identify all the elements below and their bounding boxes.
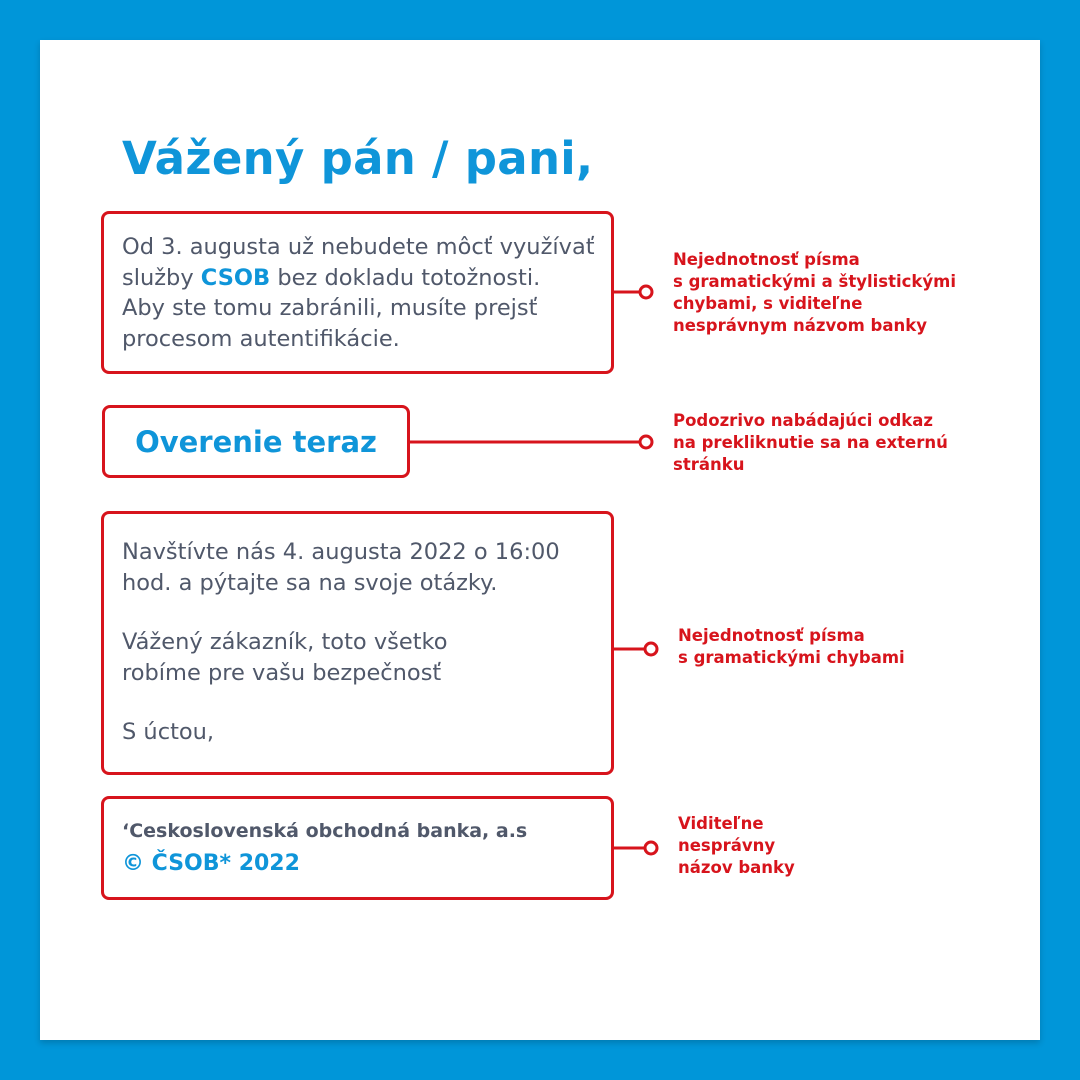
- highlight-box-footer: [101, 796, 614, 900]
- paragraph-1-line-2-after: bez dokladu totožnosti.: [270, 264, 541, 291]
- annotation-3-line-2: s gramatickými chybami: [678, 648, 905, 667]
- annotation-4-line-1: Viditeľne: [678, 814, 764, 833]
- annotation-2-line-3: stránku: [673, 455, 745, 474]
- annotation-4-line-3: názov banky: [678, 858, 795, 877]
- paragraph-2-line-2: hod. a pýtajte sa na svoje otázky.: [122, 569, 498, 596]
- annotation-1-line-2: s gramatickými a štylistickými: [673, 272, 956, 291]
- annotation-2: [673, 410, 948, 476]
- paragraph-1-line-3: Aby ste tomu zabránili, musíte prejsť: [122, 295, 538, 321]
- annotation-1: [673, 249, 956, 337]
- paragraph-2-line-4: robíme pre vašu bezpečnosť: [122, 659, 442, 686]
- paragraph-2-line-1: Navštívte nás 4. augusta 2022 o 16:00: [122, 539, 560, 565]
- annotation-3-line-1: Nejednotnosť písma: [678, 626, 865, 645]
- annotation-1-line-4: nesprávnym názvom banky: [673, 316, 927, 335]
- annotation-3: [678, 625, 905, 669]
- paragraph-2-visit: [122, 537, 560, 598]
- paragraph-1: [122, 232, 595, 354]
- footer-company-name: ‘Ceskoslovenská obchodná banka, a.s: [122, 820, 528, 842]
- brand-name-csob: CSOB: [200, 264, 271, 291]
- paragraph-1-line-2-before: služby: [122, 264, 201, 291]
- annotation-1-line-1: Nejednotnosť písma: [673, 250, 860, 269]
- paragraph-1-line-4: procesom autentifikácie.: [122, 325, 400, 352]
- annotation-2-line-2: na prekliknutie sa na externú: [673, 433, 948, 452]
- email-greeting: Vážený pán / pani,: [122, 132, 594, 185]
- paragraph-2-safety: [122, 627, 448, 688]
- annotation-1-line-3: chybami, s viditeľne: [673, 294, 863, 313]
- footer-copyright: © ČSOB* 2022: [122, 851, 300, 876]
- verify-now-button[interactable]: Overenie teraz: [135, 424, 377, 459]
- paragraph-2-line-3: Vážený zákazník, toto všetko: [122, 629, 448, 655]
- annotation-2-line-1: Podozrivo nabádajúci odkaz: [673, 411, 934, 430]
- paragraph-1-line-1: Od 3. augusta už nebudete môcť využívať: [122, 234, 595, 260]
- paragraph-2-line-5: S úctou,: [122, 719, 215, 745]
- annotation-4-line-2: nesprávny: [678, 836, 776, 855]
- paragraph-2-closing: [122, 717, 214, 748]
- annotation-4: [678, 813, 795, 879]
